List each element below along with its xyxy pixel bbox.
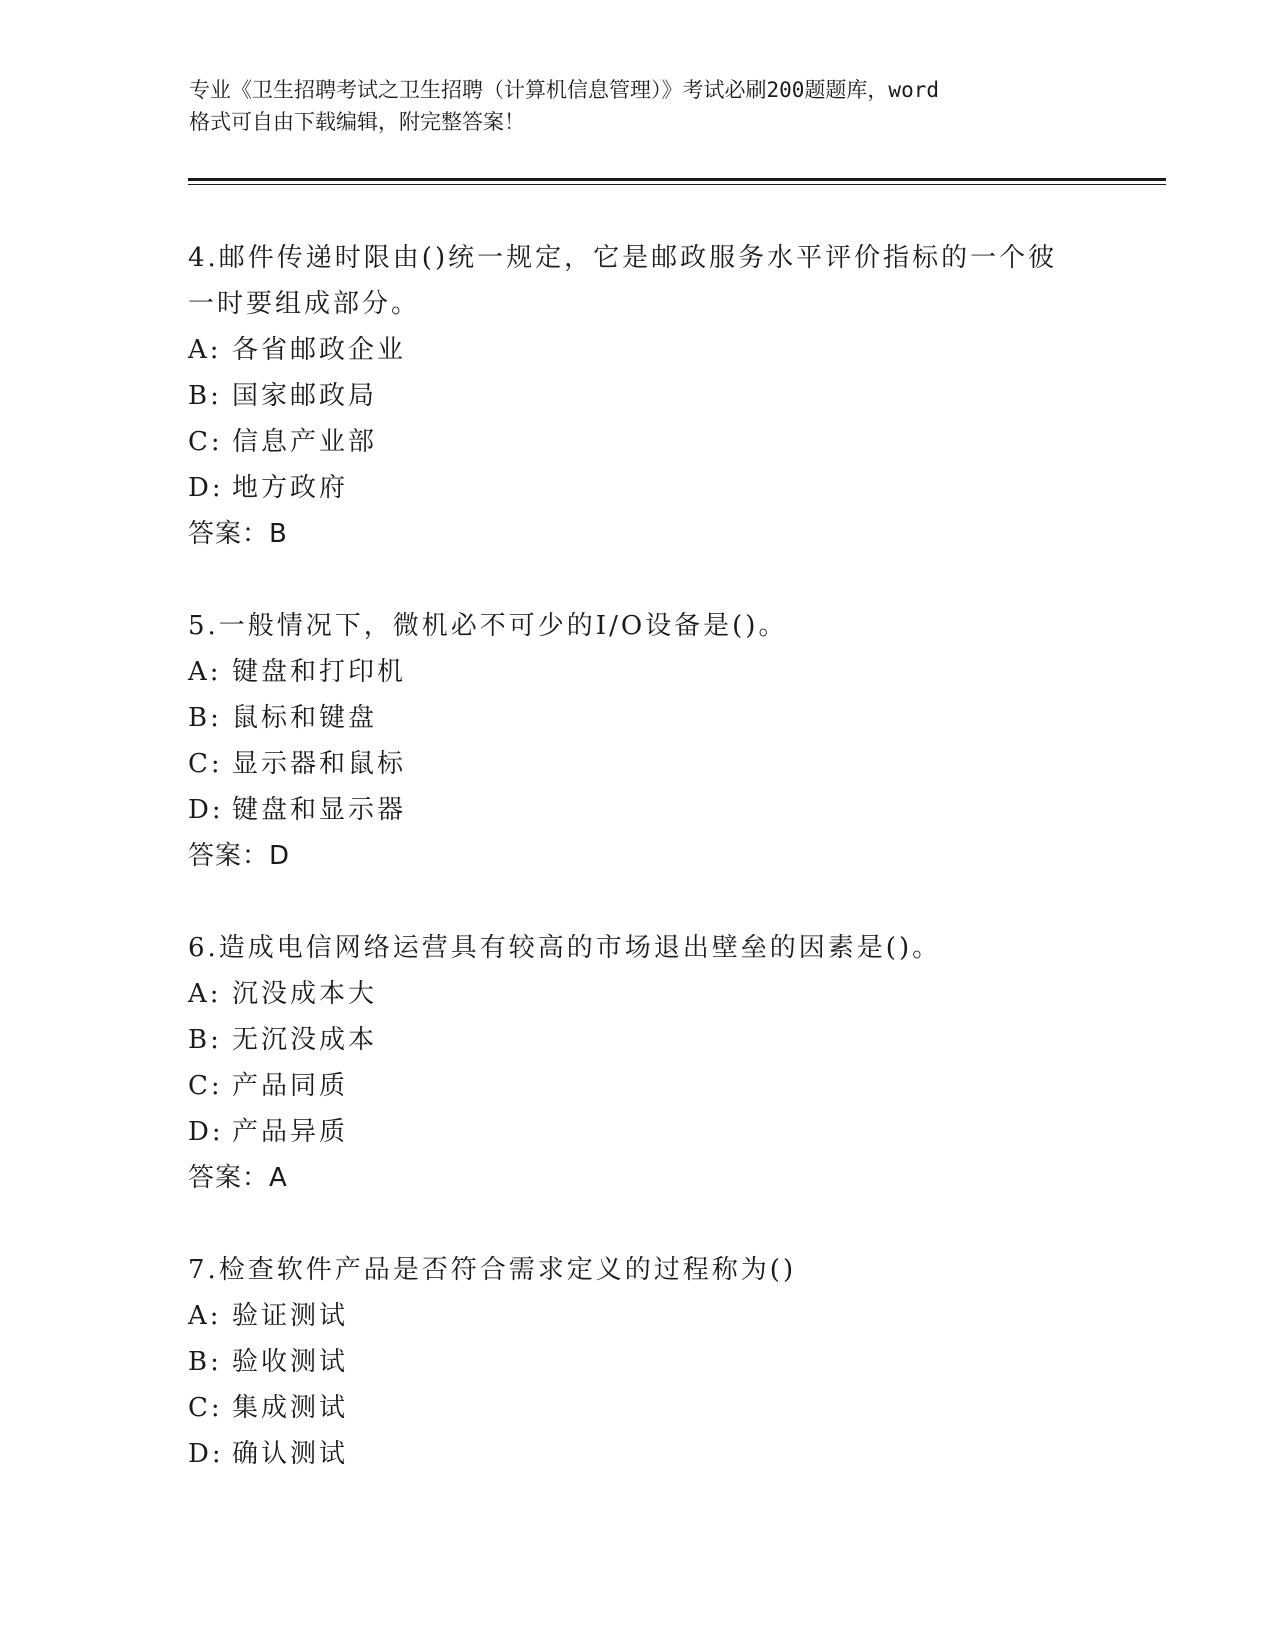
answer-line: 答案：D	[188, 841, 291, 871]
option-d	[188, 1109, 1148, 1155]
option-text: 产品异质	[232, 1117, 349, 1147]
option-text: 鼠标和键盘	[232, 703, 378, 733]
option-a	[188, 971, 1148, 1017]
option-text: 确认测试	[232, 1439, 349, 1469]
header-divider	[188, 178, 1166, 185]
option-a	[188, 1293, 1148, 1339]
option-key: C:	[188, 1393, 223, 1423]
question-stem-line: 6.造成电信网络运营具有较高的市场退出壁垒的因素是()。	[188, 933, 942, 963]
option-text: 各省邮政企业	[232, 335, 407, 365]
option-d	[188, 1431, 1148, 1477]
option-key: B:	[188, 1025, 222, 1055]
question-7	[188, 1247, 1148, 1477]
option-key: A:	[188, 657, 222, 687]
option-b	[188, 695, 1148, 741]
question-4	[188, 235, 1148, 557]
option-text: 国家邮政局	[232, 381, 378, 411]
answer-line: 答案：A	[188, 1163, 288, 1193]
option-key: A:	[188, 335, 222, 365]
option-c	[188, 741, 1148, 787]
option-key: D:	[188, 795, 224, 825]
option-key: D:	[188, 473, 224, 503]
option-b	[188, 1017, 1148, 1063]
option-text: 地方政府	[232, 473, 349, 503]
option-b	[188, 1339, 1148, 1385]
question-stem	[188, 603, 1148, 649]
question-5	[188, 603, 1148, 879]
header-title-line-1: 专业《卫生招聘考试之卫生招聘（计算机信息管理）》考试必刷200题题库，word	[189, 78, 939, 102]
answer-line: 答案：B	[188, 519, 288, 549]
option-text: 键盘和打印机	[232, 657, 407, 687]
option-text: 无沉没成本	[232, 1025, 378, 1055]
question-6	[188, 925, 1148, 1201]
question-stem-line: 5.一般情况下，微机必不可少的I/O设备是()。	[188, 611, 788, 641]
option-text: 验收测试	[232, 1347, 349, 1377]
document-header	[189, 74, 1109, 138]
option-key: D:	[188, 1439, 224, 1469]
question-stem-line: 4.邮件传递时限由()统一规定，它是邮政服务水平评价指标的一个彼	[188, 243, 1058, 273]
option-key: B:	[188, 1347, 222, 1377]
option-text: 集成测试	[232, 1393, 349, 1423]
option-text: 验证测试	[232, 1301, 349, 1331]
option-d	[188, 787, 1148, 833]
header-title-line-2: 格式可自由下载编辑，附完整答案！	[189, 110, 525, 134]
option-c	[188, 419, 1148, 465]
option-key: A:	[188, 1301, 222, 1331]
option-key: B:	[188, 703, 222, 733]
question-stem	[188, 1247, 1148, 1293]
option-key: D:	[188, 1117, 224, 1147]
option-a	[188, 327, 1148, 373]
option-text: 产品同质	[232, 1071, 349, 1101]
option-c	[188, 1063, 1148, 1109]
option-key: C:	[188, 749, 223, 779]
option-key: C:	[188, 427, 223, 457]
question-stem-line: 一时要组成部分。	[188, 289, 421, 319]
option-key: A:	[188, 979, 222, 1009]
option-d	[188, 465, 1148, 511]
question-list	[188, 235, 1148, 1523]
option-b	[188, 373, 1148, 419]
divider-thin-line	[188, 184, 1166, 185]
divider-thick-line	[188, 178, 1166, 181]
question-stem-line: 7.检查软件产品是否符合需求定义的过程称为()	[188, 1255, 797, 1285]
option-text: 沉没成本大	[232, 979, 378, 1009]
option-key: C:	[188, 1071, 223, 1101]
question-stem	[188, 925, 1148, 971]
option-text: 信息产业部	[232, 427, 378, 457]
option-text: 显示器和鼠标	[232, 749, 407, 779]
option-key: B:	[188, 381, 222, 411]
question-stem	[188, 235, 1148, 327]
option-text: 键盘和显示器	[232, 795, 407, 825]
option-c	[188, 1385, 1148, 1431]
option-a	[188, 649, 1148, 695]
